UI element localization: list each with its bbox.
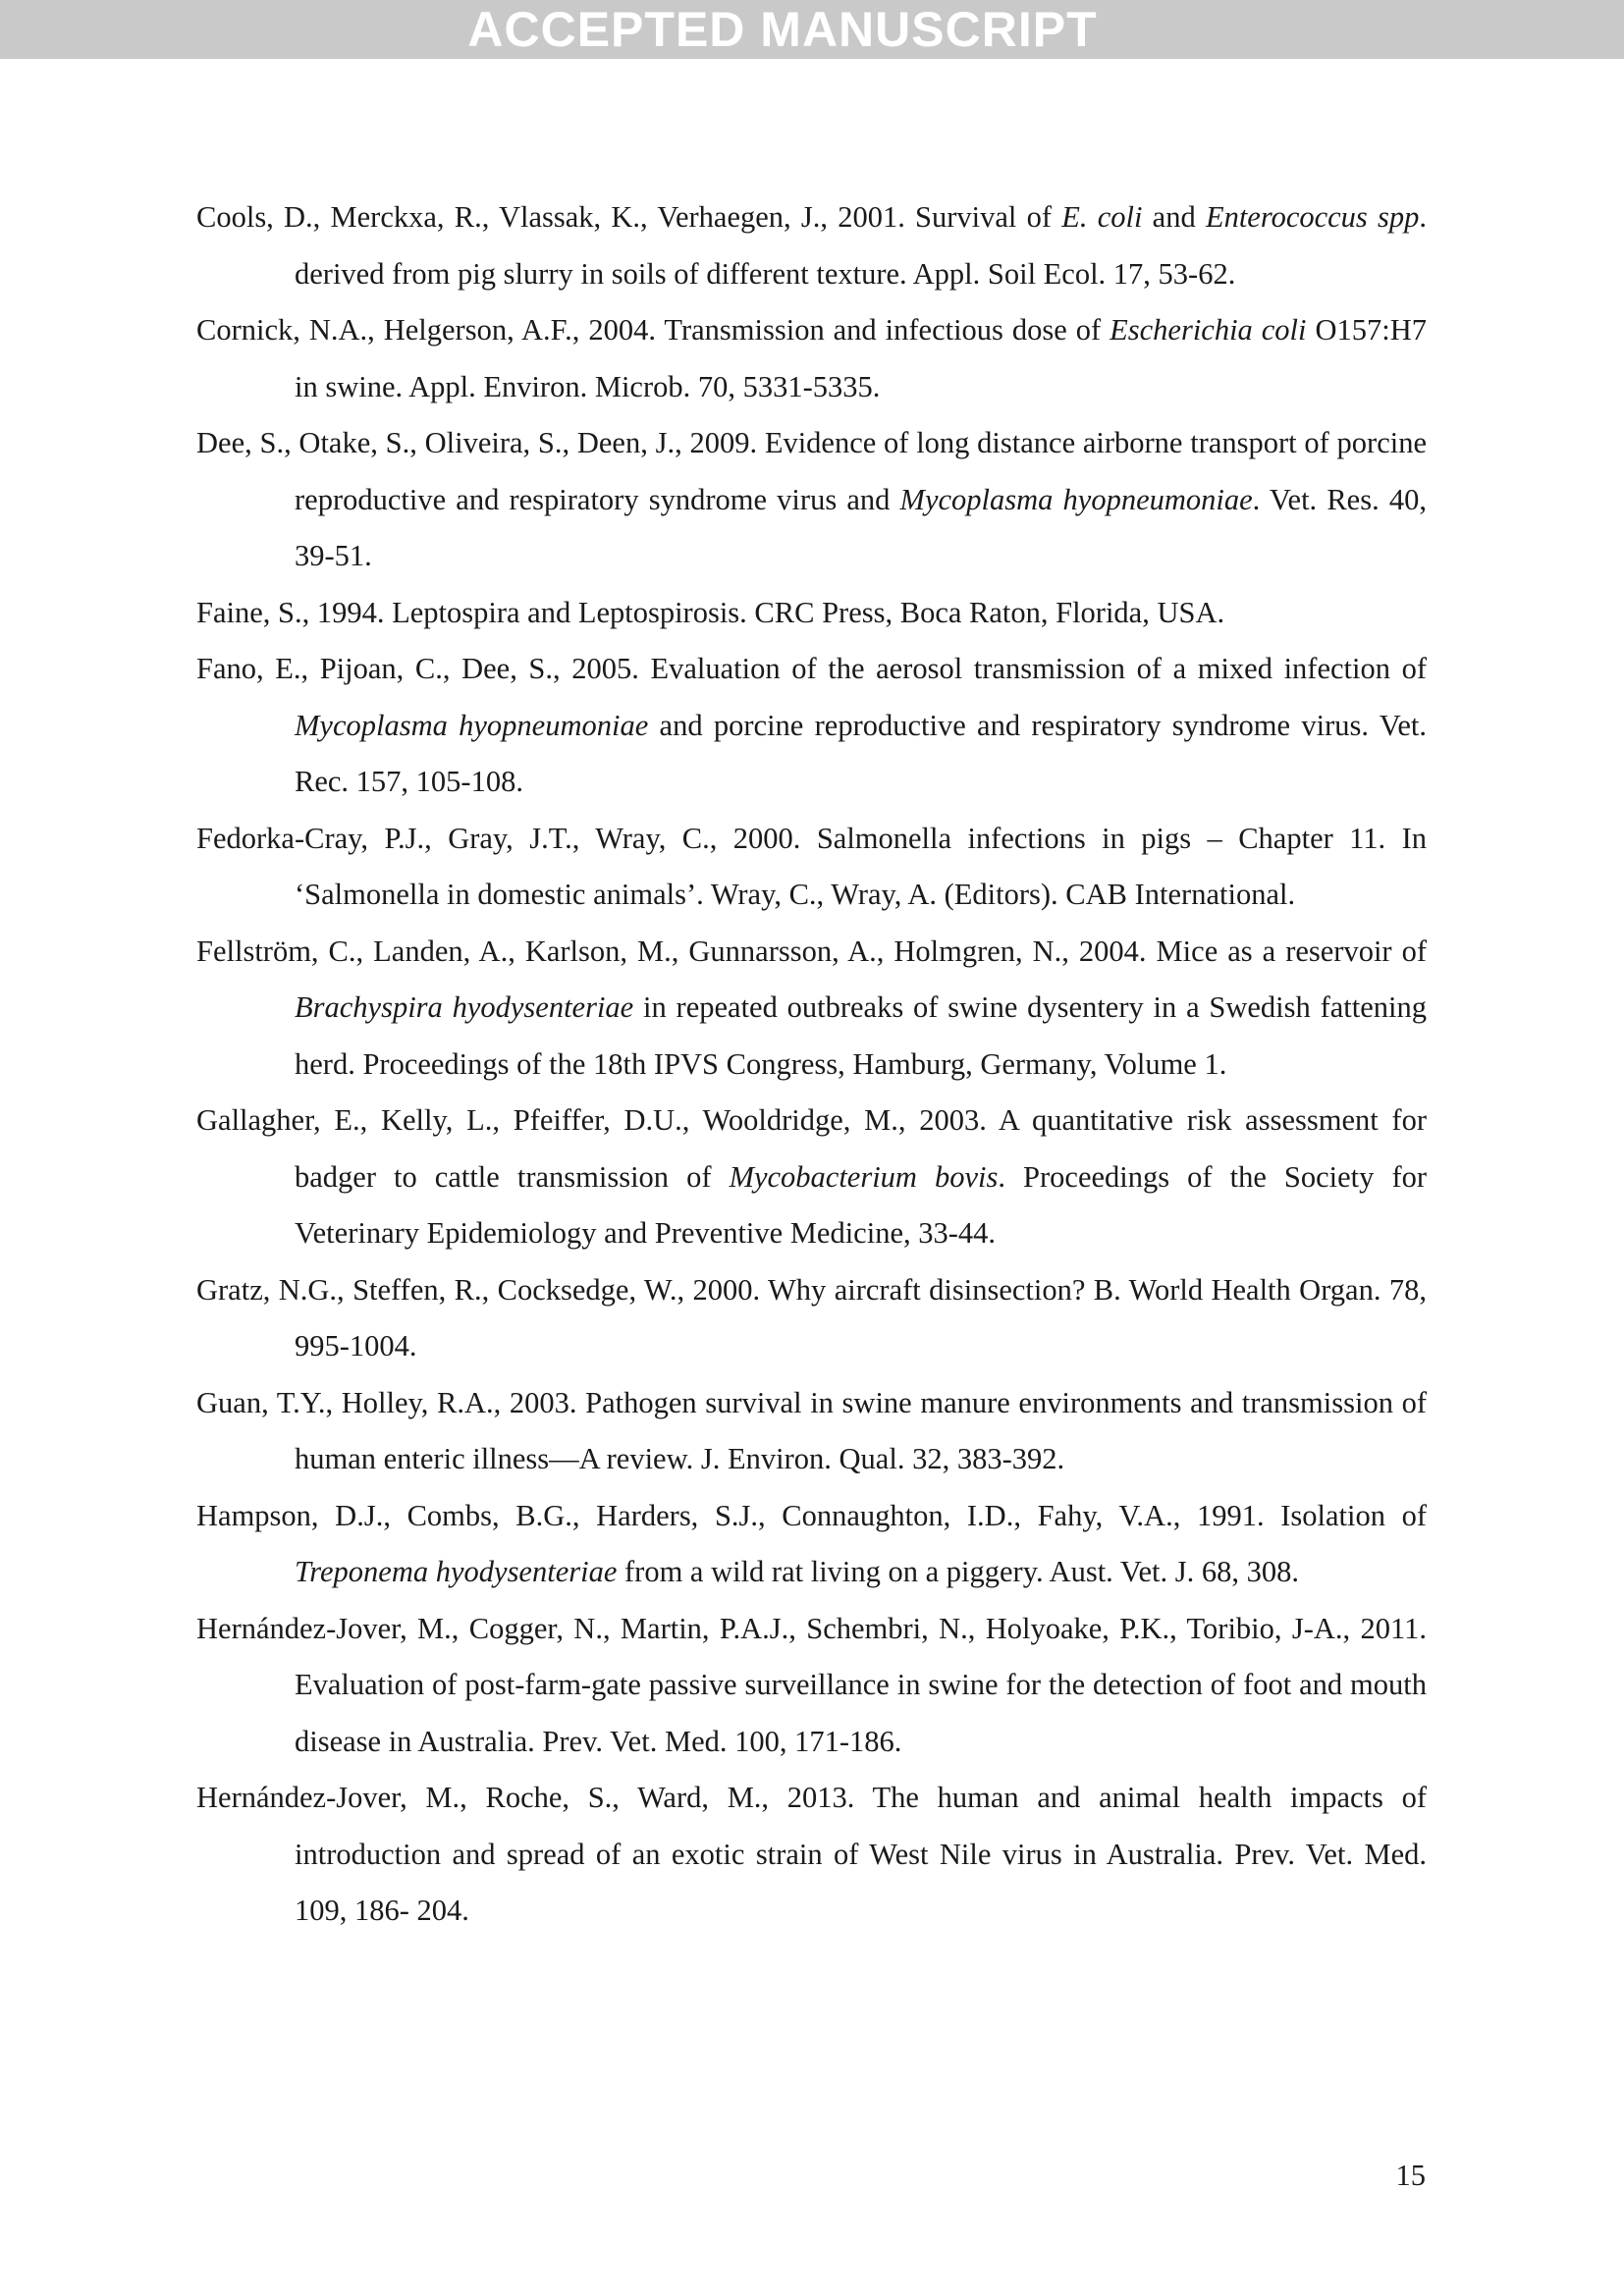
reference-italic-text: E. coli: [1061, 200, 1143, 234]
reference-text: Hampson, D.J., Combs, B.G., Harders, S.J., Connaughton, I.D., Fahy, V.A., 1991. Isolation of: [196, 1498, 1427, 1532]
reference-text: O157:H7 in swine. Appl. Environ. Microb. 70, 5331-5335.: [295, 313, 1428, 403]
reference-italic-text: Brachyspira hyodysenteriae: [295, 990, 634, 1024]
reference-list: [196, 189, 1427, 1940]
reference-entry: [196, 924, 1427, 1094]
reference-text: Fellström, C., Landen, A., Karlson, M., Gunnarsson, A., Holmgren, N., 2004. Mice as a reservoir of: [196, 934, 1427, 968]
reference-entry: [196, 585, 1427, 642]
reference-text: Cools, D., Merckxa, R., Vlassak, K., Verhaegen, J., 2001. Survival of: [196, 200, 1062, 234]
reference-entry: [196, 1488, 1427, 1601]
reference-text: Guan, T.Y., Holley, R.A., 2003. Pathogen survival in swine manure environments and transmission of human enteric illness—A review. J. Environ. Qual. 32, 383-392.: [196, 1385, 1427, 1475]
reference-italic-text: Mycoplasma hyopneumoniae: [899, 482, 1253, 516]
reference-text: Gallagher, E., Kelly, L., Pfeiffer, D.U., Wooldridge, M., 2003. A quantitative risk assessment for badger to cattle transmission of: [196, 1103, 1427, 1194]
reference-text: and porcine reproductive and respiratory syndrome virus. Vet. Rec. 157, 105-108.: [295, 708, 1427, 798]
accepted-manuscript-banner: [0, 0, 1624, 59]
reference-entry: [196, 641, 1427, 811]
reference-text: Hernández-Jover, M., Roche, S., Ward, M., 2013. The human and animal health impacts of introduction and spread of an exotic strain of West Nile virus in Australia. Prev. Vet. Med. 109, 186- 204.: [196, 1781, 1427, 1927]
reference-italic-text: Treponema hyodysenteriae: [295, 1555, 618, 1588]
reference-text: . derived from pig slurry in soils of different texture. Appl. Soil Ecol. 17, 53-62.: [295, 200, 1428, 291]
reference-entry: [196, 811, 1427, 924]
reference-text: Gratz, N.G., Steffen, R., Cocksedge, W., 2000. Why aircraft disinsection? B. World Health Organ. 78, 995-1004.: [196, 1272, 1427, 1362]
reference-text: in repeated outbreaks of swine dysentery in a Swedish fattening herd. Proceedings of the 18th IPVS Congress, Hamburg, Germany, Volume 1.: [295, 990, 1427, 1081]
page-number: 15: [1395, 2159, 1426, 2192]
reference-text: Fedorka-Cray, P.J., Gray, J.T., Wray, C., 2000. Salmonella infections in pigs – Chapter 11. In ‘Salmonella in domestic animals’. Wray, C., Wray, A. (Editors). CAB International.: [196, 821, 1427, 911]
reference-entry: [196, 189, 1427, 302]
reference-text: Faine, S., 1994. Leptospira and Leptospirosis. CRC Press, Boca Raton, Florida, USA.: [196, 595, 1225, 629]
reference-text: and: [1142, 200, 1206, 234]
reference-text: Hernández-Jover, M., Cogger, N., Martin, P.A.J., Schembri, N., Holyoake, P.K., Toribio, J-A., 2011. Evaluation of post-farm-gate passive surveillance in swine for the detection of foot and mouth disease in Australia. Prev. Vet. Med. 100, 171-186.: [196, 1611, 1427, 1758]
reference-entry: [196, 415, 1427, 585]
reference-entry: [196, 1601, 1427, 1771]
reference-text: Dee, S., Otake, S., Oliveira, S., Deen, J., 2009. Evidence of long distance airborne transport of porcine reproductive and respiratory syndrome virus and: [196, 426, 1427, 516]
reference-text: . Vet. Res. 40, 39-51.: [295, 482, 1427, 572]
reference-entry: [196, 302, 1427, 415]
reference-entry: [196, 1093, 1427, 1262]
reference-text: Cornick, N.A., Helgerson, A.F., 2004. Transmission and infectious dose of: [196, 313, 1110, 347]
reference-entry: [196, 1375, 1427, 1488]
reference-text: Fano, E., Pijoan, C., Dee, S., 2005. Evaluation of the aerosol transmission of a mixed infection of: [196, 652, 1427, 685]
reference-italic-text: Mycoplasma hyopneumoniae: [295, 708, 649, 742]
reference-italic-text: Mycobacterium bovis: [729, 1159, 999, 1194]
reference-text: from a wild rat living on a piggery. Aust. Vet. J. 68, 308.: [617, 1555, 1300, 1588]
reference-italic-text: Enterococcus spp: [1205, 200, 1420, 234]
banner-text: ACCEPTED MANUSCRIPT: [467, 2, 1098, 57]
reference-entry: [196, 1770, 1427, 1940]
reference-text: . Proceedings of the Society for Veterinary Epidemiology and Preventive Medicine, 33-44.: [295, 1159, 1428, 1250]
reference-italic-text: Escherichia coli: [1110, 313, 1307, 347]
reference-entry: [196, 1262, 1427, 1375]
